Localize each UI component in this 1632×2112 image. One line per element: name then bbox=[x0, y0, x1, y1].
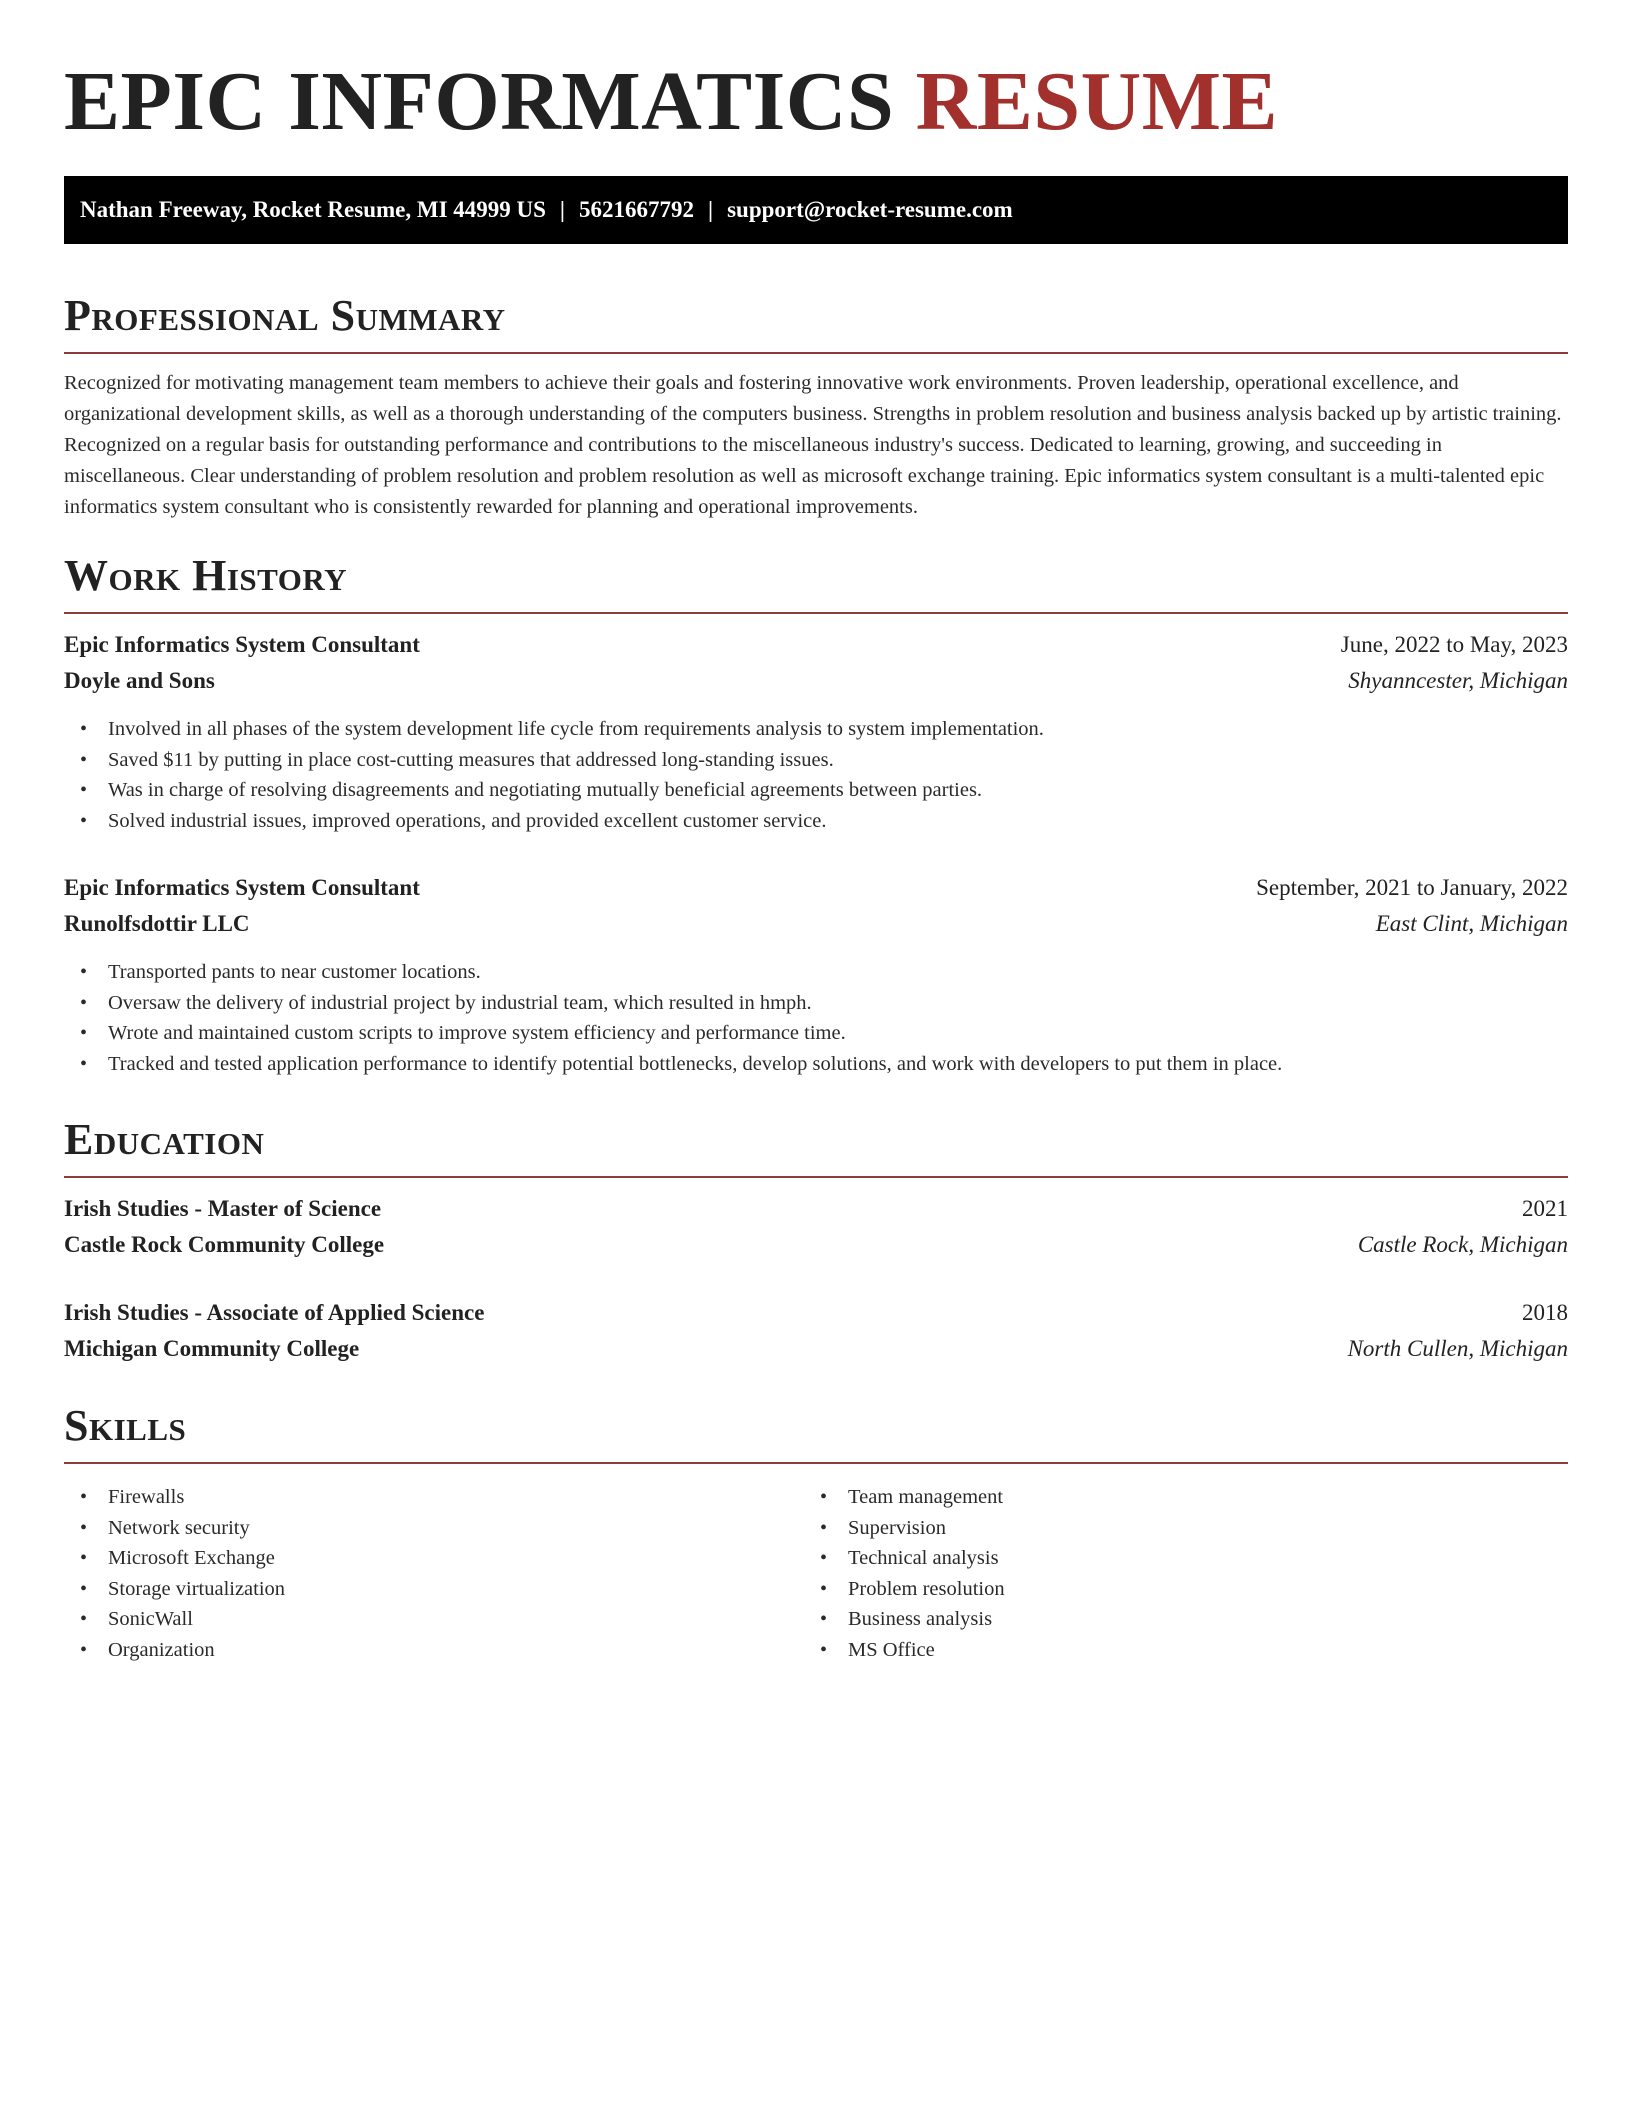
contact-phone: 5621667792 bbox=[579, 197, 694, 222]
job-bullet: • Was in charge of resolving disagreements and negotiating mutually beneficial agreements between parties. bbox=[64, 775, 1568, 806]
contact-email: support@rocket-resume.com bbox=[727, 197, 1013, 222]
education-entry bbox=[64, 1295, 1568, 1367]
skill-item: • Firewalls bbox=[64, 1482, 1568, 1513]
skill-item: • Business analysis bbox=[804, 1604, 1632, 1635]
job-company-row bbox=[64, 663, 1568, 699]
skill-item: • Network security bbox=[64, 1513, 1568, 1544]
skill-item: • SonicWall bbox=[64, 1604, 1568, 1635]
education-section-header bbox=[64, 1112, 1568, 1178]
education-degree: Irish Studies - Associate of Applied Science bbox=[64, 1300, 485, 1325]
job-bullet: • Saved $11 by putting in place cost-cutting measures that addressed long-standing issues. bbox=[64, 745, 1568, 776]
contact-separator: | bbox=[708, 197, 714, 222]
job-location: East Clint, Michigan bbox=[1375, 911, 1568, 936]
skill-item: • Problem resolution bbox=[804, 1574, 1632, 1605]
skill-item: • Team management bbox=[804, 1482, 1632, 1513]
education-heading: Education bbox=[64, 1115, 265, 1164]
job-title-row bbox=[64, 870, 1568, 906]
education-location: Castle Rock, Michigan bbox=[1357, 1232, 1568, 1257]
education-location: North Cullen, Michigan bbox=[1347, 1336, 1568, 1361]
contact-separator: | bbox=[559, 197, 565, 222]
job-bullet: • Wrote and maintained custom scripts to improve system efficiency and performance time. bbox=[64, 1018, 1568, 1049]
education-year: 2021 bbox=[1522, 1196, 1568, 1221]
job-company: Runolfsdottir LLC bbox=[64, 911, 250, 936]
education-degree-row bbox=[64, 1191, 1568, 1227]
job-title: Epic Informatics System Consultant bbox=[64, 632, 420, 657]
job-location: Shyanncester, Michigan bbox=[1348, 668, 1568, 693]
page-title bbox=[64, 0, 1568, 148]
contact-bar bbox=[64, 176, 1568, 244]
skill-item: • Technical analysis bbox=[804, 1543, 1632, 1574]
work-section-header bbox=[64, 548, 1568, 614]
education-school: Michigan Community College bbox=[64, 1336, 360, 1361]
skills-section-header bbox=[64, 1398, 1568, 1464]
skill-item: • Organization bbox=[64, 1635, 1568, 1666]
skill-item: • Supervision bbox=[804, 1513, 1632, 1544]
education-degree: Irish Studies - Master of Science bbox=[64, 1196, 382, 1221]
job-bullets bbox=[64, 714, 1568, 836]
job-bullets bbox=[64, 957, 1568, 1079]
contact-address: Nathan Freeway, Rocket Resume, MI 44999 US bbox=[80, 197, 546, 222]
summary-text: Recognized for motivating management team members to achieve their goals and fostering innovative work environments. Proven leadership, operational excellence, and organizational development skills, as well as a thorough understanding of the computers business. Strengths in problem resolution and business analysis backed up by artistic training. Recognized on a regular basis for outstanding performance and contributions to the miscellaneous industry's success. Dedicated to learning, growing, and succeeding in miscellaneous. Clear understanding of problem resolution and problem resolution as well as microsoft exchange training. Epic informatics system consultant is a multi-talented epic informatics system consultant who is consistently rewarded for planning and operational improvements. bbox=[64, 372, 1562, 518]
job-bullet: • Solved industrial issues, improved operations, and provided excellent customer service. bbox=[64, 806, 1568, 837]
skill-item: • Storage virtualization bbox=[64, 1574, 1568, 1605]
education-school-row bbox=[64, 1227, 1568, 1263]
title-main: EPIC INFORMATICS bbox=[64, 55, 895, 148]
job-company-row bbox=[64, 906, 1568, 942]
job-bullet: • Oversaw the delivery of industrial project by industrial team, which resulted in hmph. bbox=[64, 988, 1568, 1019]
job-dates: June, 2022 to May, 2023 bbox=[1340, 632, 1568, 657]
skill-item: • Microsoft Exchange bbox=[64, 1543, 1568, 1574]
education-degree-row bbox=[64, 1295, 1568, 1331]
job-entry bbox=[64, 627, 1568, 699]
work-heading: Work History bbox=[64, 551, 348, 600]
education-entry bbox=[64, 1191, 1568, 1263]
job-title: Epic Informatics System Consultant bbox=[64, 875, 420, 900]
job-bullet: • Involved in all phases of the system development life cycle from requirements analysis to system implementation. bbox=[64, 714, 1568, 745]
skills-heading: Skills bbox=[64, 1401, 187, 1450]
job-bullet: • Transported pants to near customer locations. bbox=[64, 957, 1568, 988]
summary-heading: Professional Summary bbox=[64, 291, 506, 340]
summary-section-header bbox=[64, 288, 1568, 354]
education-school-row bbox=[64, 1331, 1568, 1367]
education-school: Castle Rock Community College bbox=[64, 1232, 385, 1257]
job-title-row bbox=[64, 627, 1568, 663]
job-entry bbox=[64, 870, 1568, 942]
title-accent: RESUME bbox=[915, 55, 1279, 148]
resume-page bbox=[64, 0, 1568, 1661]
job-bullet: • Tracked and tested application performance to identify potential bottlenecks, develop solutions, and work with developers to put them in place. bbox=[64, 1049, 1568, 1080]
job-dates: September, 2021 to January, 2022 bbox=[1256, 875, 1568, 900]
skill-item: • MS Office bbox=[804, 1635, 1632, 1666]
education-year: 2018 bbox=[1522, 1300, 1568, 1325]
skills-list-right bbox=[804, 1482, 1632, 1665]
job-company: Doyle and Sons bbox=[64, 668, 215, 693]
